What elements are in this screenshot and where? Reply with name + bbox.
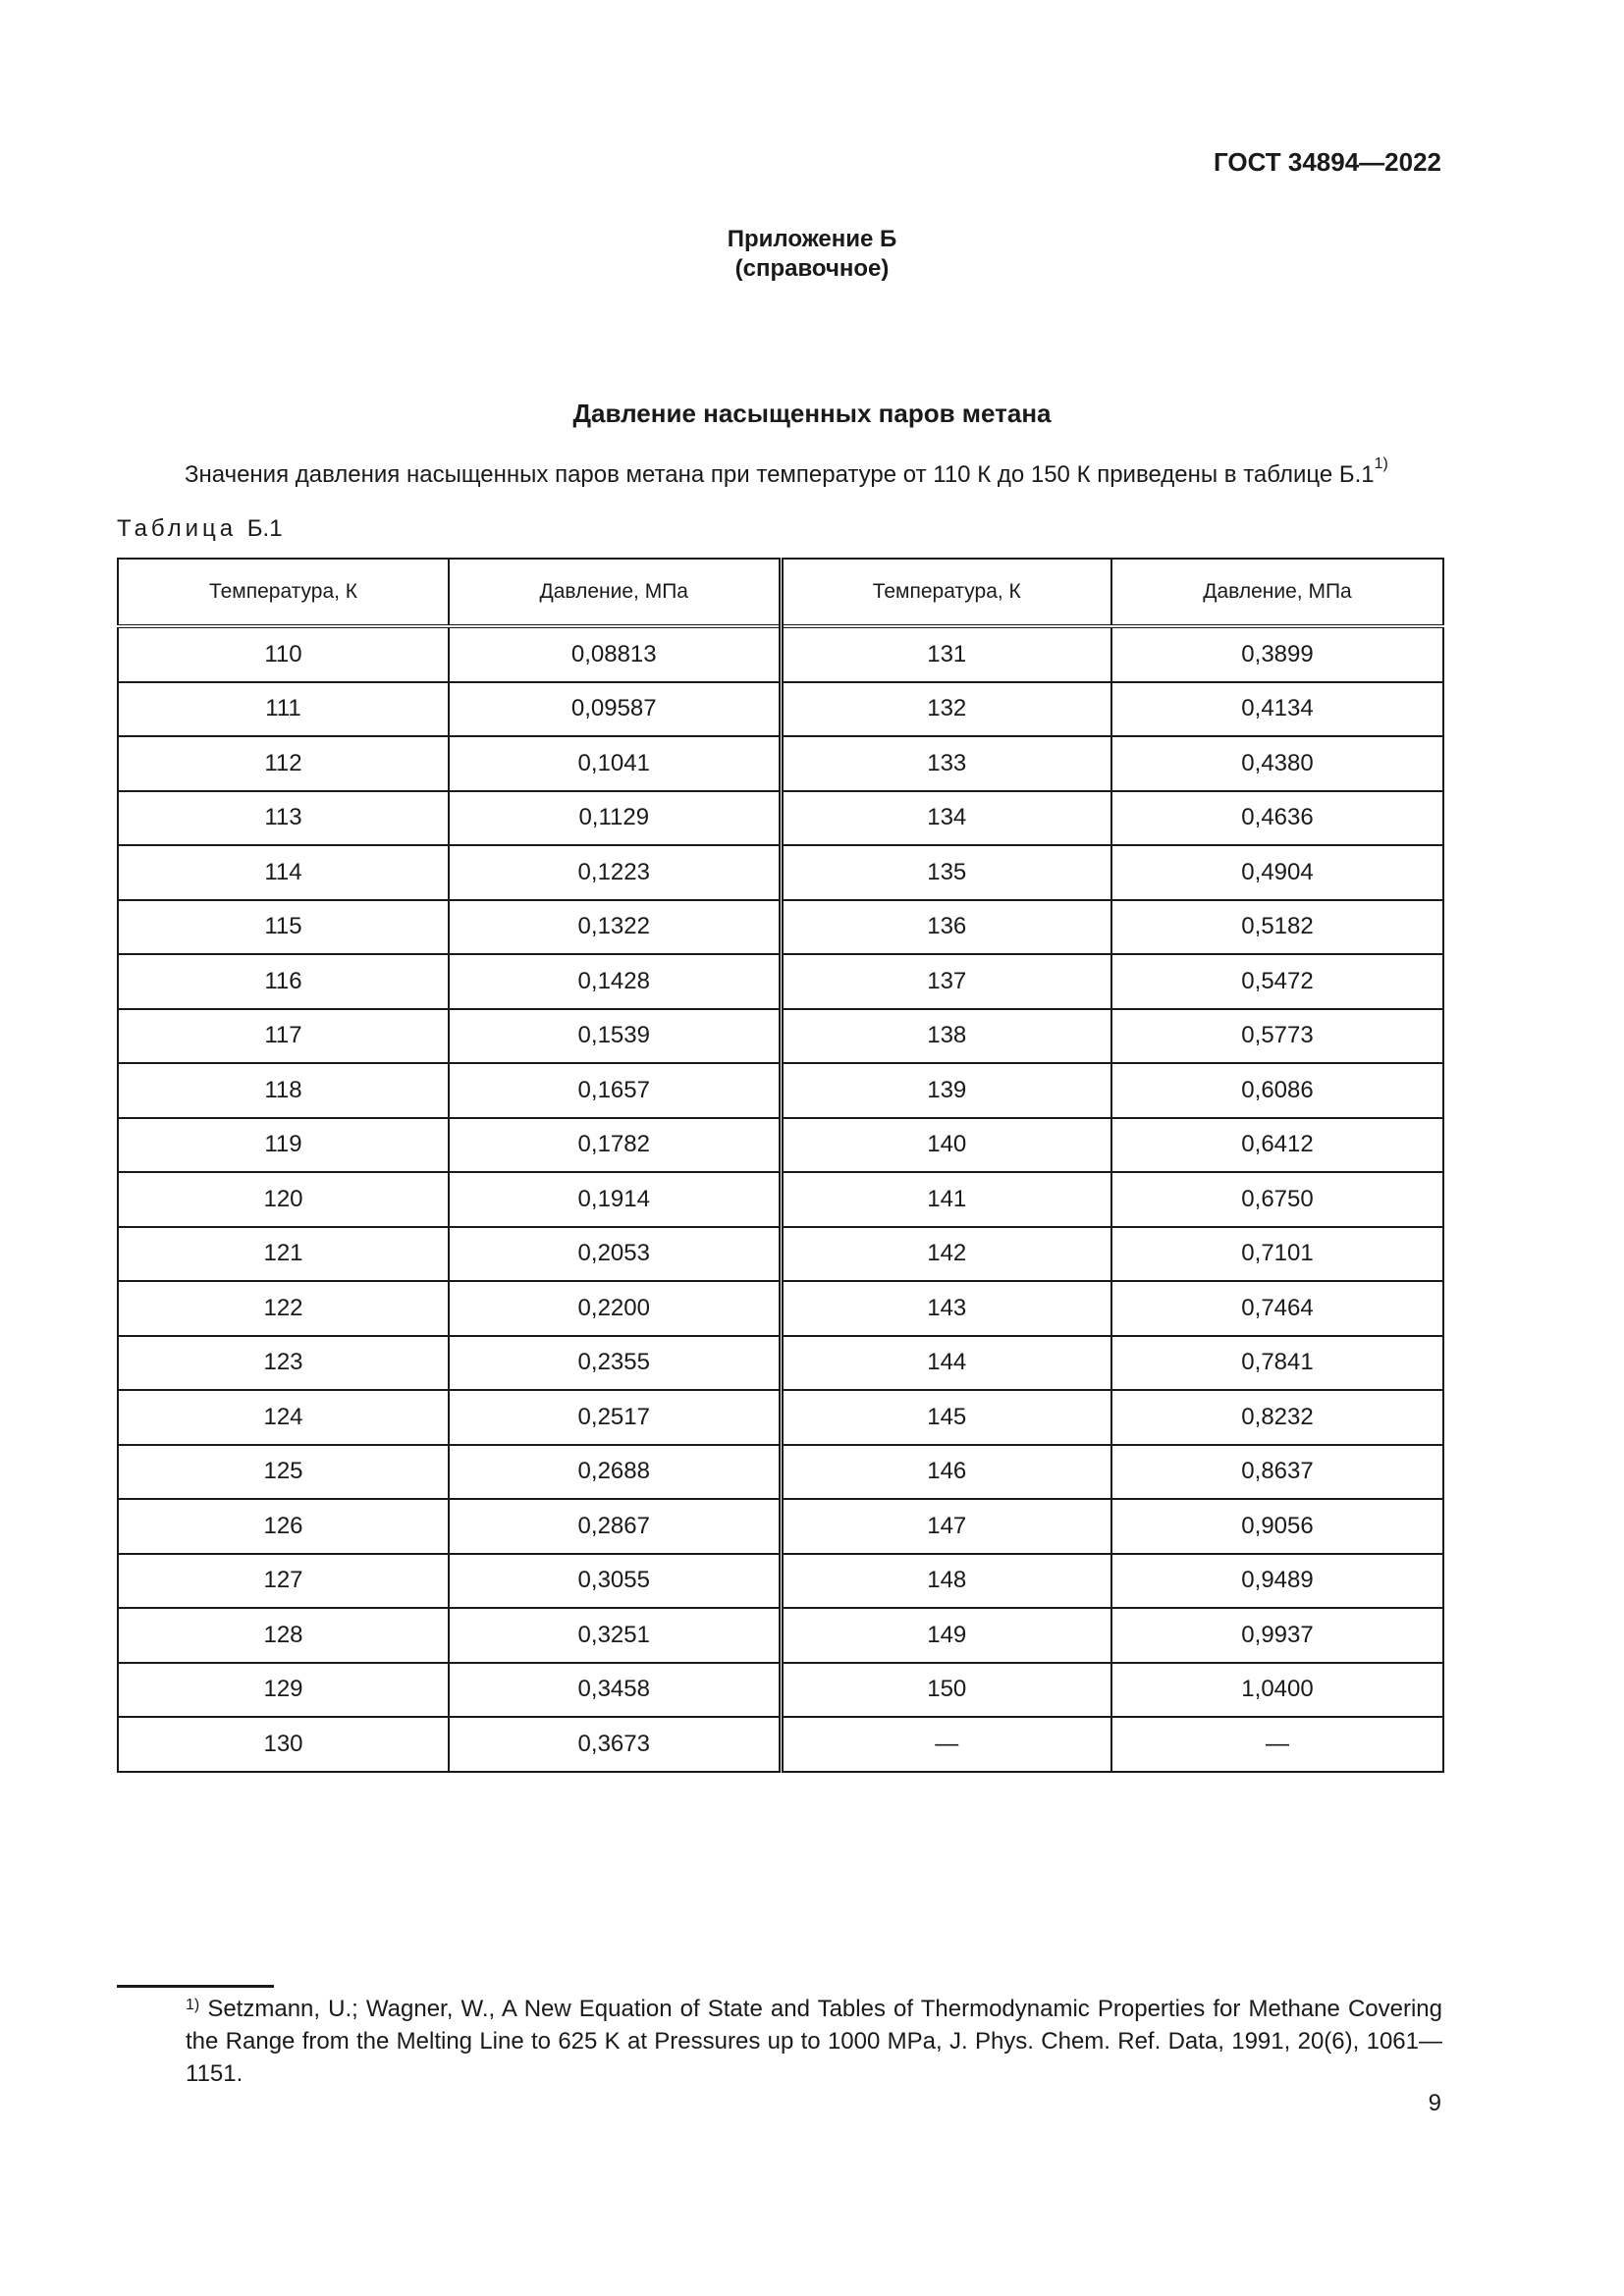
cell-temperature-left: 123 <box>118 1336 449 1391</box>
cell-pressure-right: 0,6086 <box>1111 1063 1443 1118</box>
cell-temperature-right: 140 <box>781 1118 1111 1173</box>
cell-pressure-left: 0,2688 <box>449 1445 781 1500</box>
cell-temperature-left: 114 <box>118 845 449 900</box>
table-row <box>118 626 1443 682</box>
cell-temperature-right: 135 <box>781 845 1111 900</box>
cell-temperature-right: 144 <box>781 1336 1111 1391</box>
appendix-heading <box>0 225 1624 284</box>
footnote-reference: 1) <box>1374 455 1388 472</box>
cell-temperature-left: 126 <box>118 1499 449 1554</box>
cell-temperature-left: 128 <box>118 1608 449 1663</box>
table-body <box>118 626 1443 1772</box>
cell-pressure-right: 0,9489 <box>1111 1554 1443 1609</box>
cell-temperature-right: 131 <box>781 626 1111 682</box>
cell-pressure-left: 0,2517 <box>449 1390 781 1445</box>
cell-temperature-left: 110 <box>118 626 449 682</box>
footnote <box>117 1993 1442 2090</box>
table-caption-label: Таблица <box>117 515 238 542</box>
cell-pressure-right: 0,9937 <box>1111 1608 1443 1663</box>
cell-pressure-left: 0,3055 <box>449 1554 781 1609</box>
cell-pressure-left: 0,3251 <box>449 1608 781 1663</box>
cell-pressure-right: 0,9056 <box>1111 1499 1443 1554</box>
cell-temperature-left: 112 <box>118 736 449 791</box>
table-row <box>118 900 1443 955</box>
cell-pressure-left: 0,1223 <box>449 845 781 900</box>
page-number: 9 <box>1428 2090 1441 2116</box>
cell-temperature-right: 146 <box>781 1445 1111 1500</box>
cell-pressure-left: 0,2867 <box>449 1499 781 1554</box>
table-row <box>118 1009 1443 1064</box>
cell-temperature-right: 134 <box>781 791 1111 846</box>
cell-temperature-left: 115 <box>118 900 449 955</box>
cell-pressure-right: 0,5472 <box>1111 954 1443 1009</box>
cell-temperature-right: — <box>781 1717 1111 1772</box>
cell-pressure-right: 0,5773 <box>1111 1009 1443 1064</box>
table-header-row <box>118 559 1443 626</box>
cell-pressure-right: 0,8637 <box>1111 1445 1443 1500</box>
footnote-marker: 1) <box>186 1997 200 2013</box>
cell-pressure-right: — <box>1111 1717 1443 1772</box>
cell-pressure-right: 1,0400 <box>1111 1663 1443 1718</box>
cell-temperature-left: 116 <box>118 954 449 1009</box>
cell-pressure-left: 0,1539 <box>449 1009 781 1064</box>
cell-pressure-right: 0,7464 <box>1111 1281 1443 1336</box>
cell-temperature-right: 150 <box>781 1663 1111 1718</box>
table-row <box>118 1118 1443 1173</box>
table-row <box>118 1281 1443 1336</box>
cell-temperature-right: 143 <box>781 1281 1111 1336</box>
section-title: Давление насыщенных паров метана <box>572 399 1052 428</box>
cell-temperature-left: 121 <box>118 1227 449 1282</box>
cell-pressure-left: 0,09587 <box>449 682 781 737</box>
footnote-text: Setzmann, U.; Wagner, W., A New Equation of State and Tables of Thermodynamic Properties for Methane Covering the Range from the Melting Line to 625 K at Pressures up to 1000 MPa, J. Phys. Chem. Ref. Data, 1991, 20(6), 1061—1151. <box>186 1996 1442 2087</box>
cell-temperature-right: 133 <box>781 736 1111 791</box>
footnote-separator <box>117 1985 274 1988</box>
standard-number: ГОСТ 34894—2022 <box>1214 147 1441 177</box>
table-row <box>118 1063 1443 1118</box>
intro-paragraph <box>185 455 1388 489</box>
table-row <box>118 845 1443 900</box>
cell-pressure-left: 0,08813 <box>449 626 781 682</box>
header-temperature-left: Температура, К <box>118 559 449 626</box>
table-row <box>118 1172 1443 1227</box>
cell-pressure-left: 0,3673 <box>449 1717 781 1772</box>
cell-temperature-left: 127 <box>118 1554 449 1609</box>
table-caption <box>117 515 283 543</box>
table-row <box>118 1554 1443 1609</box>
cell-temperature-left: 120 <box>118 1172 449 1227</box>
cell-temperature-right: 138 <box>781 1009 1111 1064</box>
cell-temperature-right: 148 <box>781 1554 1111 1609</box>
cell-temperature-left: 130 <box>118 1717 449 1772</box>
cell-pressure-right: 0,4636 <box>1111 791 1443 846</box>
cell-pressure-right: 0,3899 <box>1111 626 1443 682</box>
cell-pressure-left: 0,1322 <box>449 900 781 955</box>
cell-temperature-left: 129 <box>118 1663 449 1718</box>
cell-temperature-right: 145 <box>781 1390 1111 1445</box>
table-row <box>118 682 1443 737</box>
cell-pressure-right: 0,6412 <box>1111 1118 1443 1173</box>
header-pressure-right: Давление, МПа <box>1111 559 1443 626</box>
cell-temperature-left: 119 <box>118 1118 449 1173</box>
cell-temperature-right: 149 <box>781 1608 1111 1663</box>
cell-pressure-right: 0,6750 <box>1111 1172 1443 1227</box>
table-row <box>118 954 1443 1009</box>
cell-temperature-left: 122 <box>118 1281 449 1336</box>
cell-temperature-right: 147 <box>781 1499 1111 1554</box>
cell-pressure-right: 0,8232 <box>1111 1390 1443 1445</box>
cell-pressure-left: 0,1428 <box>449 954 781 1009</box>
table-row <box>118 1717 1443 1772</box>
cell-pressure-right: 0,4134 <box>1111 682 1443 737</box>
cell-temperature-left: 125 <box>118 1445 449 1500</box>
cell-pressure-left: 0,2200 <box>449 1281 781 1336</box>
cell-pressure-right: 0,7841 <box>1111 1336 1443 1391</box>
table-caption-number: Б.1 <box>246 515 283 542</box>
cell-pressure-left: 0,3458 <box>449 1663 781 1718</box>
footnote-content <box>117 1993 1442 2090</box>
cell-temperature-right: 136 <box>781 900 1111 955</box>
table-row <box>118 1390 1443 1445</box>
appendix-subtitle: (справочное) <box>734 255 890 282</box>
cell-temperature-left: 111 <box>118 682 449 737</box>
cell-pressure-right: 0,4380 <box>1111 736 1443 791</box>
cell-temperature-left: 113 <box>118 791 449 846</box>
cell-temperature-left: 117 <box>118 1009 449 1064</box>
cell-temperature-left: 118 <box>118 1063 449 1118</box>
cell-temperature-right: 142 <box>781 1227 1111 1282</box>
cell-pressure-right: 0,7101 <box>1111 1227 1443 1282</box>
cell-pressure-left: 0,2355 <box>449 1336 781 1391</box>
cell-temperature-right: 132 <box>781 682 1111 737</box>
table-row <box>118 736 1443 791</box>
cell-temperature-right: 141 <box>781 1172 1111 1227</box>
table-row <box>118 1499 1443 1554</box>
cell-pressure-left: 0,1914 <box>449 1172 781 1227</box>
cell-pressure-left: 0,1782 <box>449 1118 781 1173</box>
vapor-pressure-table <box>117 558 1444 1773</box>
table-row <box>118 1227 1443 1282</box>
header-temperature-right: Температура, К <box>781 559 1111 626</box>
cell-temperature-right: 137 <box>781 954 1111 1009</box>
cell-temperature-right: 139 <box>781 1063 1111 1118</box>
table-row <box>118 791 1443 846</box>
header-pressure-left: Давление, МПа <box>449 559 781 626</box>
table-row <box>118 1663 1443 1718</box>
intro-text: Значения давления насыщенных паров метана при температуре от 110 К до 150 К приведены в таблице Б.1 <box>185 461 1375 488</box>
cell-pressure-left: 0,1041 <box>449 736 781 791</box>
cell-pressure-left: 0,1657 <box>449 1063 781 1118</box>
table-row <box>118 1336 1443 1391</box>
cell-pressure-right: 0,5182 <box>1111 900 1443 955</box>
table-row <box>118 1608 1443 1663</box>
appendix-title: Приложение Б <box>727 226 897 252</box>
cell-pressure-left: 0,2053 <box>449 1227 781 1282</box>
cell-pressure-left: 0,1129 <box>449 791 781 846</box>
table-row <box>118 1445 1443 1500</box>
cell-temperature-left: 124 <box>118 1390 449 1445</box>
cell-pressure-right: 0,4904 <box>1111 845 1443 900</box>
